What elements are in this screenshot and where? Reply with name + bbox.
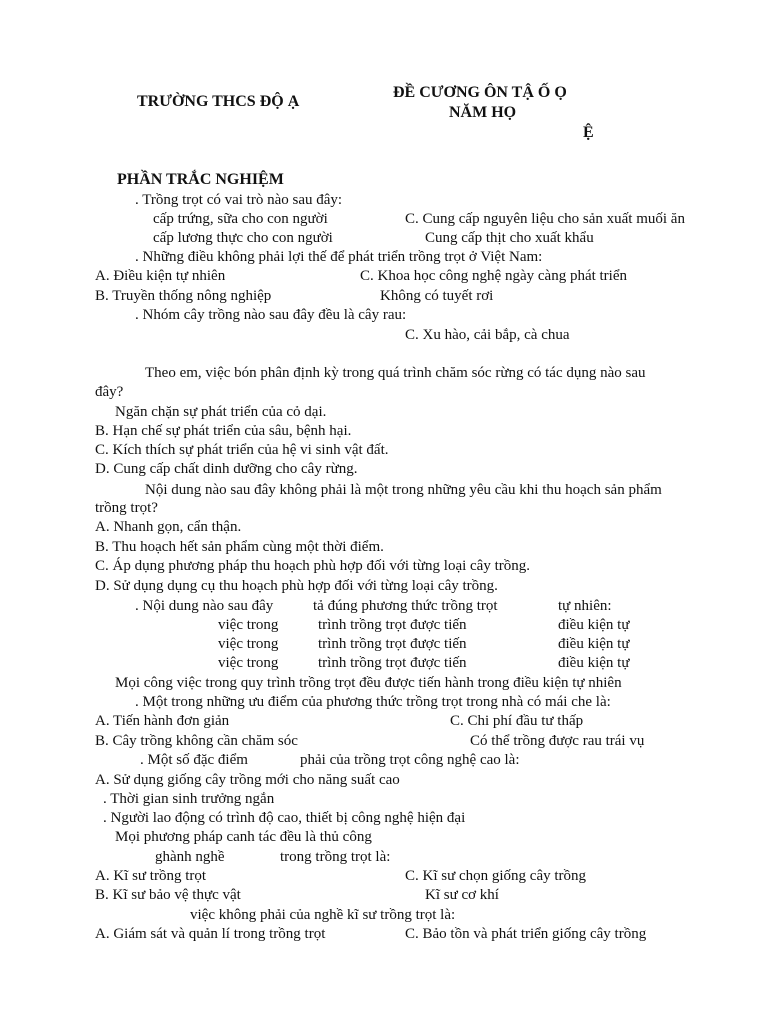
q6-option-b-part2: trình trồng trọt được tiến (318, 636, 467, 652)
q2-option-c: C. Khoa học công nghệ ngày càng phát triển (360, 268, 628, 284)
q4-stem-line1: Theo em, việc bón phân định kỳ trong quá trình chăm sóc rừng có tác dụng nào sau (145, 365, 646, 381)
q1-option-a: cấp trứng, sữa cho con người (153, 211, 328, 227)
q8-option-a: A. Sử dụng giống cây trồng mới cho năng suất cao (95, 772, 400, 788)
q1-option-c: C. Cung cấp nguyên liệu cho sản xuất muối ăn (405, 211, 685, 227)
q4-option-c: C. Kích thích sự phát triển của hệ vi sinh vật đất. (95, 442, 389, 458)
q6-option-a-part3: điều kiện tự (558, 617, 630, 633)
q6-stem-part3: tự nhiên: (558, 598, 612, 614)
q7-option-b: B. Cây trồng không cần chăm sóc (95, 733, 298, 749)
q6-option-a-part2: trình trồng trọt được tiến (318, 617, 467, 633)
q2-stem: . Những điều không phải lợi thế để phát triển trồng trọt ở Việt Nam: (135, 249, 543, 265)
q1-stem: . Trồng trọt có vai trò nào sau đây: (135, 192, 343, 208)
doc-title-line3: Ệ (583, 124, 594, 141)
q2-option-b: B. Truyền thống nông nghiệp (95, 288, 272, 304)
q8-option-c: . Người lao động có trình độ cao, thiết bị công nghệ hiện đại (103, 810, 466, 826)
q8-option-d: Mọi phương pháp canh tác đều là thủ công (115, 829, 372, 845)
q6-stem-part1: . Nội dung nào sau đây (135, 598, 274, 614)
q10-option-a: A. Giám sát và quản lí trong trồng trọt (95, 926, 326, 942)
q6-option-c-part3: điều kiện tự (558, 655, 630, 671)
q6-option-c-part2: trình trồng trọt được tiến (318, 655, 467, 671)
q3-stem: . Nhóm cây trồng nào sau đây đều là cây rau: (135, 307, 407, 323)
q9-option-b: B. Kĩ sư bảo vệ thực vật (95, 887, 241, 903)
section-title: PHẦN TRẮC NGHIỆM (117, 171, 284, 188)
q9-stem-part2: trong trồng trọt là: (280, 849, 391, 865)
q6-option-a-part1: việc trong (218, 617, 279, 633)
q4-option-b: B. Hạn chế sự phát triển của sâu, bệnh hại. (95, 423, 352, 439)
q8-option-b: . Thời gian sinh trưởng ngắn (103, 791, 275, 807)
q1-option-d: Cung cấp thịt cho xuất khẩu (425, 230, 594, 246)
q5-option-b: B. Thu hoạch hết sản phẩm cùng một thời điểm. (95, 539, 384, 555)
q8-stem-part2: phải của trồng trọt công nghệ cao là: (300, 752, 520, 768)
q5-option-c: C. Áp dụng phương pháp thu hoạch phù hợp đối với từng loại cây trồng. (95, 558, 531, 574)
q6-option-b-part3: điều kiện tự (558, 636, 630, 652)
q2-option-a: A. Điều kiện tự nhiên (95, 268, 226, 284)
q9-option-d: Kĩ sư cơ khí (425, 887, 499, 903)
q9-option-c: C. Kĩ sư chọn giống cây trồng (405, 868, 587, 884)
q7-option-a: A. Tiến hành đơn giản (95, 713, 230, 729)
q7-stem: . Một trong những ưu điểm của phương thức trồng trọt trong nhà có mái che là: (135, 694, 611, 710)
q6-option-c-part1: việc trong (218, 655, 279, 671)
q8-stem-part1: . Một số đặc điểm (140, 752, 248, 768)
q3-option-c: C. Xu hào, cải bắp, cà chua (405, 327, 570, 343)
q7-option-c: C. Chi phí đầu tư thấp (450, 713, 584, 729)
doc-title-line1: ĐỀ CƯƠNG ÔN TẬ Ố Ọ (393, 84, 567, 101)
q1-option-b: cấp lương thực cho con người (153, 230, 333, 246)
doc-title-line2: NĂM HỌ (449, 104, 517, 121)
q4-option-d: D. Cung cấp chất dinh dưỡng cho cây rừng. (95, 461, 358, 477)
q9-option-a: A. Kĩ sư trồng trọt (95, 868, 207, 884)
q5-stem-line2: trồng trọt? (95, 500, 158, 516)
q7-option-d: Có thể trồng được rau trái vụ (470, 733, 645, 749)
q4-stem-line2: đây? (95, 384, 124, 400)
q6-stem-part2: tả đúng phương thức trồng trọt (313, 598, 498, 614)
q6-option-d: Mọi công việc trong quy trình trồng trọt đều được tiến hành trong điều kiện tự nhiên (115, 675, 622, 691)
q5-stem-line1: Nội dung nào sau đây không phải là một trong những yêu cầu khi thu hoạch sản phẩm (145, 482, 662, 498)
q10-option-c: C. Bảo tồn và phát triển giống cây trồng (405, 926, 647, 942)
school-name: TRƯỜNG THCS ĐỘ Ạ (137, 93, 300, 110)
q2-option-d: Không có tuyết rơi (380, 288, 494, 304)
q10-stem: việc không phải của nghề kĩ sư trồng trọt là: (190, 907, 456, 923)
q5-option-a: A. Nhanh gọn, cẩn thận. (95, 519, 242, 535)
q6-option-b-part1: việc trong (218, 636, 279, 652)
q9-stem-part1: ghành nghề (155, 849, 225, 865)
q4-option-a: Ngăn chặn sự phát triển của cỏ dại. (115, 404, 327, 420)
q5-option-d: D. Sử dụng dụng cụ thu hoạch phù hợp đối với từng loại cây trồng. (95, 578, 498, 594)
